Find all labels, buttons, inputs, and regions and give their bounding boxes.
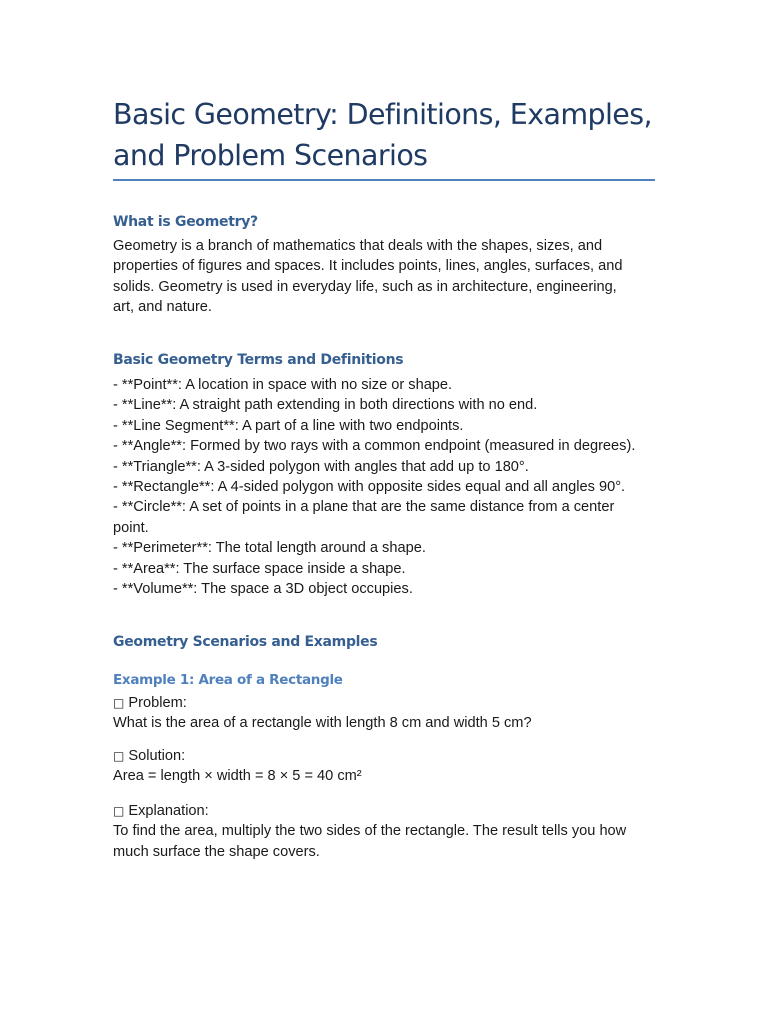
paragraph-what-is-geometry (113, 236, 655, 318)
explanation-label: Explanation: (124, 803, 209, 819)
text-line: solids. Geometry is used in everyday life, such as in architecture, engineering, (113, 278, 617, 295)
text-line: Geometry is a branch of mathematics that deals with the shapes, sizes, and (113, 238, 603, 254)
heading-terms-definitions: Basic Geometry Terms and Definitions (113, 352, 404, 368)
example-1-solution (113, 746, 655, 787)
term-item-triangle: - **Triangle**: A 3-sided polygon with angles that add up to 180°. (113, 458, 529, 475)
text-line: art, and nature. (113, 299, 212, 316)
heading-what-is-geometry: What is Geometry? (113, 214, 258, 230)
title-line-1: Basic Geometry: Definitions, Examples, (113, 98, 652, 131)
missing-glyph-icon: □ (113, 749, 125, 763)
missing-glyph-icon: □ (113, 804, 125, 818)
explanation-text: To find the area, multiply the two sides of the rectangle. The result tells you how (113, 823, 627, 840)
term-item-circle-cont: point. (113, 519, 149, 536)
title-line-2: and Problem Scenarios (113, 139, 428, 172)
term-item-point: - **Point**: A location in space with no size or shape. (113, 377, 453, 393)
term-item-angle: - **Angle**: Formed by two rays with a common endpoint (measured in degrees). (113, 438, 636, 455)
term-item-circle: - **Circle**: A set of points in a plane that are the same distance from a center (113, 499, 615, 516)
terms-list (113, 375, 655, 599)
example-1-explanation (113, 801, 655, 862)
solution-text: Area = length × width = 8 × 5 = 40 cm² (113, 768, 362, 785)
term-item-line: - **Line**: A straight path extending in both directions with no end. (113, 397, 538, 414)
text-line: properties of figures and spaces. It includes points, lines, angles, surfaces, and (113, 258, 623, 275)
solution-label: Solution: (124, 748, 186, 764)
problem-label: Problem: (124, 695, 187, 711)
explanation-text: much surface the shape covers. (113, 843, 320, 860)
heading-example-1: Example 1: Area of a Rectangle (113, 672, 343, 688)
term-item-perimeter: - **Perimeter**: The total length around a shape. (113, 540, 426, 557)
missing-glyph-icon: □ (113, 696, 125, 710)
title-underline-divider (113, 179, 655, 181)
term-item-area: - **Area**: The surface space inside a shape. (113, 560, 406, 577)
term-item-line-segment: - **Line Segment**: A part of a line with two endpoints. (113, 417, 464, 434)
document-title (113, 94, 673, 176)
term-item-rectangle: - **Rectangle**: A 4-sided polygon with opposite sides equal and all angles 90°. (113, 479, 626, 496)
heading-scenarios-examples: Geometry Scenarios and Examples (113, 634, 378, 650)
problem-text: What is the area of a rectangle with length 8 cm and width 5 cm? (113, 715, 532, 732)
example-1-problem (113, 693, 655, 734)
term-item-volume: - **Volume**: The space a 3D object occupies. (113, 581, 413, 598)
